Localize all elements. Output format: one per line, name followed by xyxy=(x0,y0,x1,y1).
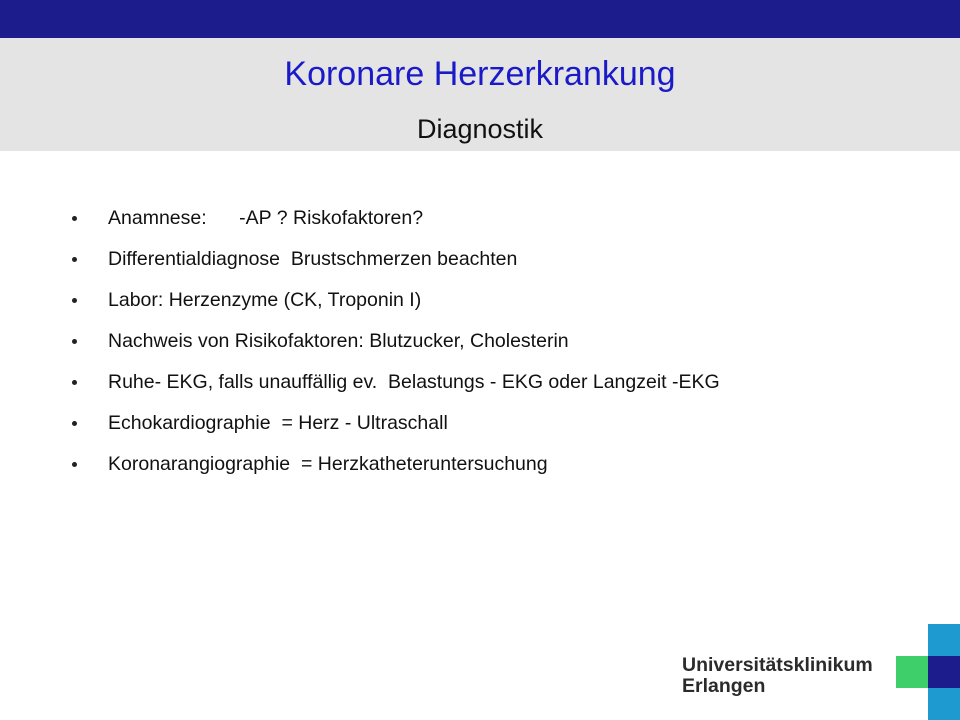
logo-square-blue xyxy=(928,656,960,688)
logo-line-1: Universitätsklinikum xyxy=(682,654,873,676)
bullet-list xyxy=(72,203,912,490)
university-logo-text xyxy=(682,655,873,697)
bullet-icon xyxy=(72,257,77,262)
bullet-icon xyxy=(72,216,77,221)
bullet-icon xyxy=(72,380,77,385)
list-item xyxy=(72,326,912,367)
bullet-icon xyxy=(72,339,77,344)
bullet-text: Nachweis von Risikofaktoren: Blutzucker, Cholesterin xyxy=(108,330,569,352)
list-item xyxy=(72,367,912,408)
bullet-text: Labor: Herzenzyme (CK, Troponin I) xyxy=(108,289,422,311)
bullet-icon xyxy=(72,421,77,426)
bullet-text: Koronarangiographie = Herzkatheteruntersuchung xyxy=(108,453,548,475)
logo-square-cyan-top xyxy=(928,624,960,656)
bullet-icon xyxy=(72,462,77,467)
bullet-text: Echokardiographie = Herz - Ultraschall xyxy=(108,412,448,434)
logo-square-green xyxy=(896,656,928,688)
list-item xyxy=(72,244,912,285)
top-bar xyxy=(0,0,960,38)
slide-subtitle: Diagnostik xyxy=(416,114,544,144)
list-item xyxy=(72,408,912,449)
list-item xyxy=(72,285,912,326)
bullet-icon xyxy=(72,298,77,303)
bullet-text: Differentialdiagnose Brustschmerzen beachten xyxy=(108,248,518,270)
slide-title: Koronare Herzerkrankung xyxy=(284,55,676,93)
logo-square-cyan-bottom xyxy=(928,688,960,720)
bullet-text: Anamnese: -AP ? Riskofaktoren? xyxy=(108,207,424,229)
list-item xyxy=(72,449,912,490)
list-item xyxy=(72,203,912,244)
logo-line-2: Erlangen xyxy=(682,675,766,697)
bullet-text: Ruhe- EKG, falls unauffällig ev. Belastungs - EKG oder Langzeit -EKG xyxy=(108,371,720,393)
